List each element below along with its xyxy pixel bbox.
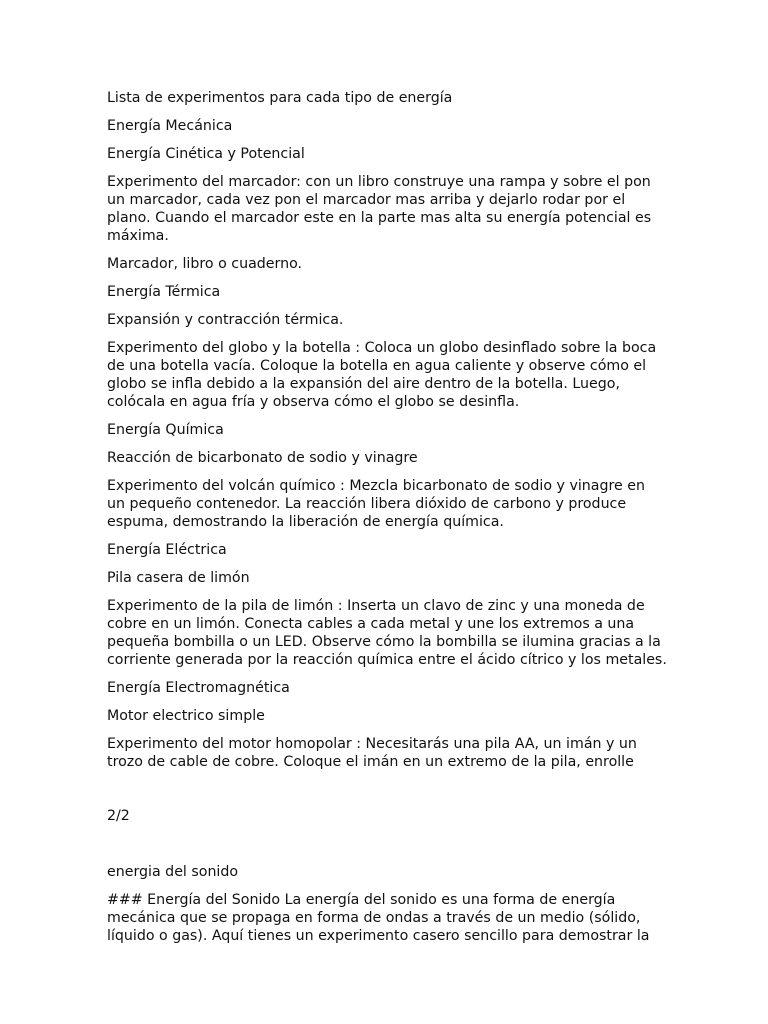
tail-body: ### Energía del Sonido La energía del sonido es una forma de energía mecánica que se propaga en forma de ondas a través de un medio (sólido, líquido o gas). Aquí tienes un experimento casero sencillo para demostrar la [107,892,650,944]
section-subheading-electrica: Pila casera de limón [107,570,250,586]
page-marker: 2/2 [107,808,130,824]
section-description-electrica: Experimento de la pila de limón : Inserta un clavo de zinc y una moneda de cobre en un limón. Conecta cables a cada metal y une los extremos a una pequeña bombilla o un LED. Observe cómo la bombilla se ilumina gracias a la corriente generada por la reacción química entre el ácido cítrico y los metales. [107,598,667,668]
section-heading-quimica: Energía Química [107,422,224,438]
section-description-termica: Experimento del globo y la botella : Coloca un globo desinflado sobre la boca de una botella vacía. Coloque la botella en agua caliente y observe cómo el globo se infla debido a la expansión del aire dentro de la botella. Luego, colócala en agua fría y observa cómo el globo se desinfla. [107,340,657,410]
section-heading-termica: Energía Térmica [107,284,221,300]
section-description-quimica: Experimento del volcán químico : Mezcla bicarbonato de sodio y vinagre en un pequeño contenedor. La reacción libera dióxido de carbono y produce espuma, demostrando la liberación de energía química. [107,478,645,530]
section-description-electromagnetica: Experimento del motor homopolar : Necesitarás una pila AA, un imán y un trozo de cable de cobre. Coloque el imán en un extremo de la pila, enrolle [107,736,637,770]
section-subheading-mecanica: Energía Cinética y Potencial [107,146,305,162]
section-subheading-termica: Expansión y contracción térmica. [107,312,344,328]
section-materials-mecanica: Marcador, libro o cuaderno. [107,256,303,272]
section-heading-mecanica: Energía Mecánica [107,118,233,134]
document-page [107,89,667,955]
section-subheading-electromagnetica: Motor electrico simple [107,708,265,724]
page-gap [107,781,667,807]
tail-heading: energia del sonido [107,864,239,880]
section-description-mecanica: Experimento del marcador: con un libro construye una rampa y sobre el pon un marcador, cada vez pon el marcador mas arriba y dejarlo rodar por el plano. Cuando el marcador este en la parte mas alta su energía potencial es máxima. [107,174,652,244]
section-subheading-quimica: Reacción de bicarbonato de sodio y vinagre [107,450,418,466]
document-title: Lista de experimentos para cada tipo de energía [107,90,453,106]
section-heading-electrica: Energía Eléctrica [107,542,227,558]
section-heading-electromagnetica: Energía Electromagnética [107,680,290,696]
